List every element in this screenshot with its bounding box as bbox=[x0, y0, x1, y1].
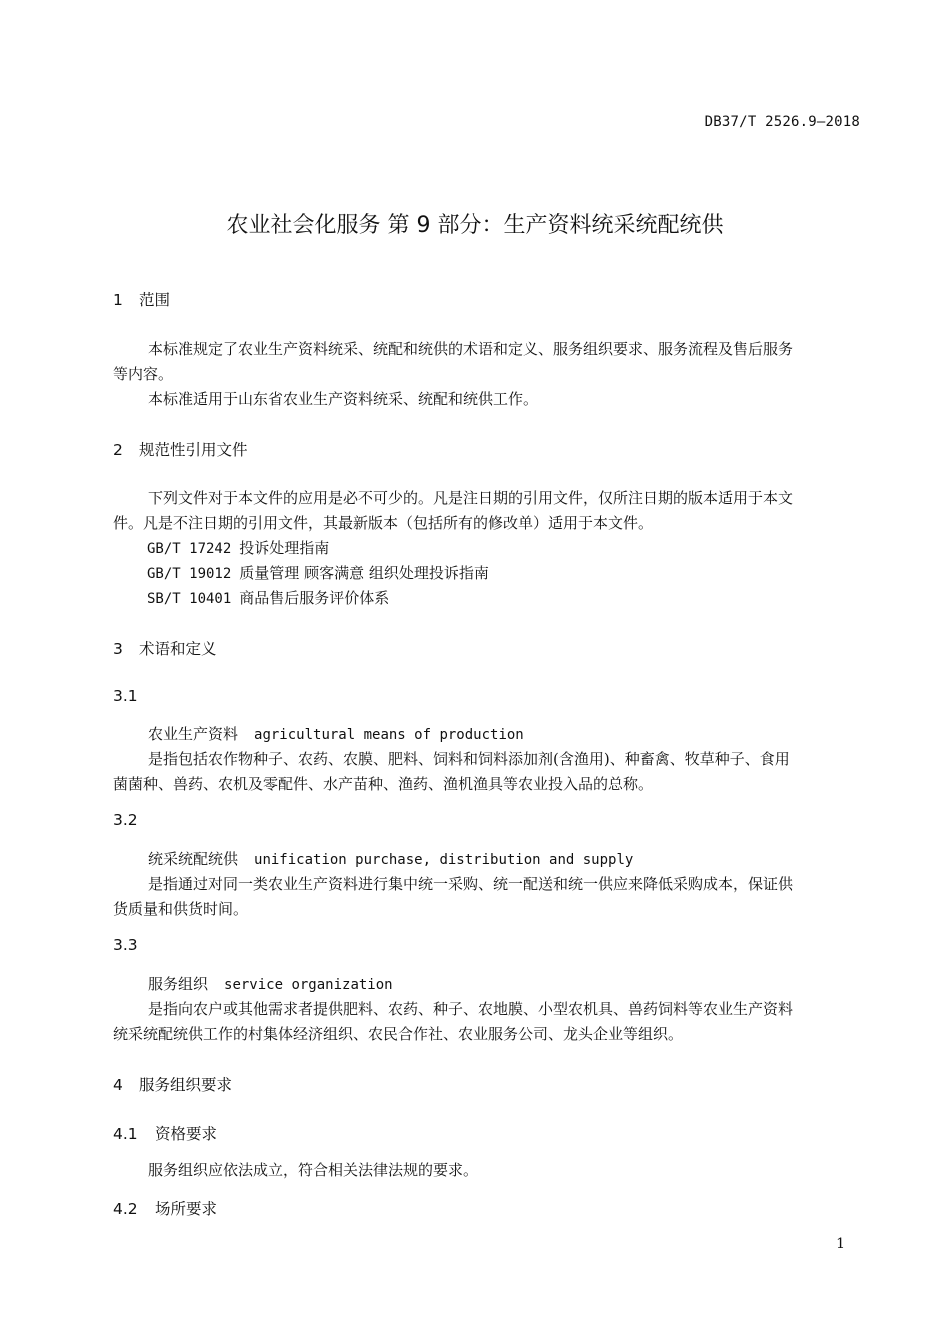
term-number: 3.1 bbox=[113, 687, 138, 705]
term-entry bbox=[148, 973, 393, 994]
term-definition: 是指包括农作物种子、农药、农膜、肥料、饲料和饲料添加剂(含渔用)、种畜禽、牧草种子、食用 bbox=[148, 750, 790, 768]
subsection-number: 4.1 bbox=[113, 1125, 138, 1143]
section-title: 术语和定义 bbox=[139, 640, 217, 658]
subsection-number: 4.2 bbox=[113, 1200, 138, 1218]
paragraph: 下列文件对于本文件的应用是必不可少的。凡是注日期的引用文件，仅所注日期的版本适用于本文 bbox=[148, 489, 794, 507]
reference-code: SB/T 10401 bbox=[147, 591, 232, 607]
section-title: 服务组织要求 bbox=[139, 1076, 233, 1094]
term-chinese: 服务组织 bbox=[148, 975, 209, 993]
term-chinese: 农业生产资料 bbox=[148, 725, 239, 743]
standard-code-header: DB37/T 2526.9—2018 bbox=[704, 114, 860, 130]
subsection-title: 资格要求 bbox=[155, 1125, 218, 1143]
term-definition: 是指向农户或其他需求者提供肥料、农药、种子、农地膜、小型农机具、兽药饲料等农业生产资料 bbox=[148, 1000, 794, 1018]
subsection-4-1-heading bbox=[113, 1122, 217, 1144]
section-1-heading bbox=[113, 288, 170, 310]
page-number: 1 bbox=[836, 1236, 845, 1252]
section-4-heading bbox=[113, 1073, 232, 1095]
reference-name: 质量管理 顾客满意 组织处理投诉指南 bbox=[239, 564, 489, 582]
term-english: unification purchase, distribution and supply bbox=[254, 852, 634, 868]
paragraph: 本标准适用于山东省农业生产资料统采、统配和统供工作。 bbox=[148, 390, 539, 408]
term-english: service organization bbox=[224, 977, 393, 993]
reference-name: 商品售后服务评价体系 bbox=[239, 589, 390, 607]
term-chinese: 统采统配统供 bbox=[148, 850, 239, 868]
paragraph: 服务组织应依法成立，符合相关法律法规的要求。 bbox=[148, 1161, 479, 1179]
term-definition: 菌菌种、兽药、农机及零配件、水产苗种、渔药、渔机渔具等农业投入品的总称。 bbox=[113, 775, 654, 793]
term-entry bbox=[148, 848, 633, 869]
term-number: 3.2 bbox=[113, 811, 138, 829]
reference-item bbox=[147, 562, 489, 583]
paragraph: 件。凡是不注日期的引用文件，其最新版本（包括所有的修改单）适用于本文件。 bbox=[113, 514, 654, 532]
section-number: 1 bbox=[113, 291, 123, 309]
paragraph: 等内容。 bbox=[113, 365, 174, 383]
subsection-4-2-heading bbox=[113, 1197, 217, 1219]
term-entry bbox=[148, 723, 524, 744]
term-number: 3.3 bbox=[113, 936, 138, 954]
section-2-heading bbox=[113, 438, 248, 460]
section-number: 2 bbox=[113, 441, 123, 459]
term-definition: 货质量和供货时间。 bbox=[113, 900, 249, 918]
section-title: 范围 bbox=[139, 291, 171, 309]
subsection-title: 场所要求 bbox=[155, 1200, 218, 1218]
reference-name: 投诉处理指南 bbox=[239, 539, 330, 557]
section-number: 4 bbox=[113, 1076, 123, 1094]
section-number: 3 bbox=[113, 640, 123, 658]
section-3-heading bbox=[113, 637, 217, 659]
reference-item bbox=[147, 587, 389, 608]
reference-code: GB/T 19012 bbox=[147, 566, 232, 582]
term-definition: 统采统配统供工作的村集体经济组织、农民合作社、农业服务公司、龙头企业等组织。 bbox=[113, 1025, 684, 1043]
term-english: agricultural means of production bbox=[254, 727, 524, 743]
document-title: 农业社会化服务 第 9 部分：生产资料统采统配统供 bbox=[226, 213, 724, 238]
reference-item bbox=[147, 537, 329, 558]
reference-code: GB/T 17242 bbox=[147, 541, 232, 557]
paragraph: 本标准规定了农业生产资料统采、统配和统供的术语和定义、服务组织要求、服务流程及售后服务 bbox=[148, 340, 794, 358]
term-definition: 是指通过对同一类农业生产资料进行集中统一采购、统一配送和统一供应来降低采购成本，保证供 bbox=[148, 875, 794, 893]
section-title: 规范性引用文件 bbox=[139, 441, 248, 459]
